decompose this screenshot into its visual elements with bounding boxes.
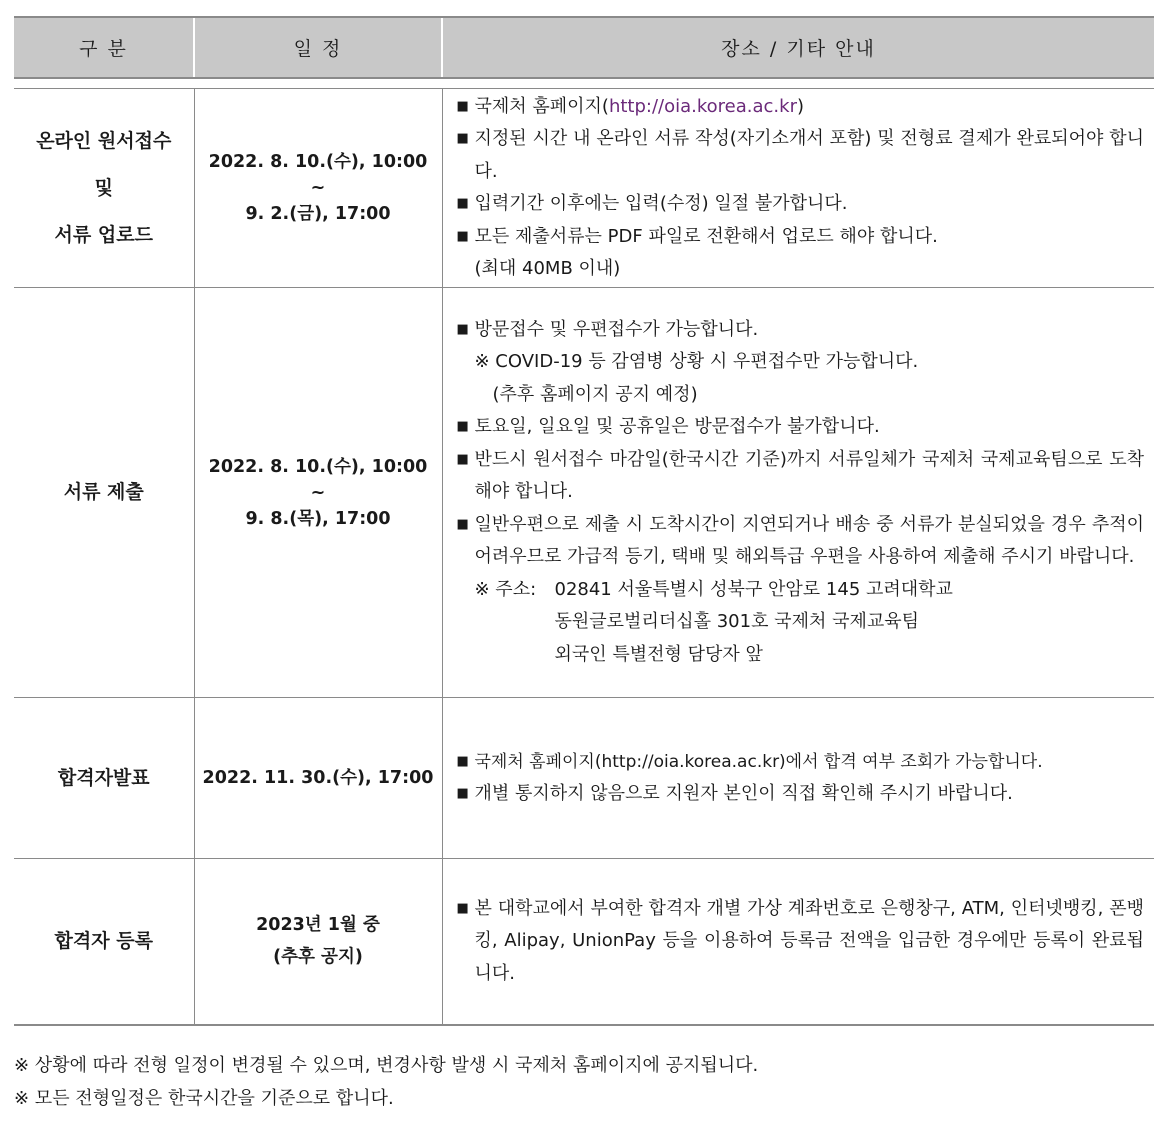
table-row (14, 698, 1154, 859)
table-header (14, 17, 1154, 78)
bullet-square-icon: ■ (456, 451, 469, 467)
address-line: 외국인 특별전형 담당자 앞 (554, 643, 763, 665)
row-info (442, 89, 1154, 288)
info-text: 국제처 홈페이지( (474, 95, 609, 117)
date-line: 9. 8.(목), 17:00 (245, 508, 391, 529)
table-row (14, 89, 1154, 288)
list-item (457, 778, 1145, 811)
date-line: ~ (310, 178, 326, 198)
row-category (14, 698, 194, 859)
address-line: 02841 서울특별시 성북구 안암로 145 고려대학교 (554, 578, 953, 600)
row-category (14, 859, 194, 1025)
category-line: 온라인 원서접수 (36, 129, 172, 152)
info-note: (추후 홈페이지 공지 예정) (492, 383, 698, 405)
info-text: 토요일, 일요일 및 공휴일은 방문접수가 불가합니다. (474, 416, 880, 438)
info-text: 본 대학교에서 부여한 합격자 개별 가상 계좌번호로 은행창구, ATM, 인터넷뱅킹, 폰뱅킹, Alipay, UnionPay 등을 이용하여 등록금 전액을 입금한 경우에만 등록이 완료됩니다. (474, 897, 1144, 984)
row-info (442, 859, 1154, 1025)
date-line: 9. 2.(금), 17:00 (245, 204, 391, 224)
info-text: 지정된 시간 내 온라인 서류 작성(자기소개서 포함) 및 전형료 결제가 완료되어야 합니다. (474, 128, 1144, 182)
info-note: ※ COVID-19 등 감염병 상황 시 우편접수만 가능합니다. (474, 351, 919, 373)
list-item (457, 91, 1145, 124)
category-line: 합격자 등록 (54, 929, 153, 952)
bullet-square-icon: ■ (456, 98, 469, 114)
bullet-square-icon: ■ (456, 900, 469, 916)
category-line: 서류 제출 (63, 481, 144, 503)
row-info (442, 698, 1154, 859)
bullet-square-icon: ■ (456, 228, 469, 244)
bullet-square-icon: ■ (456, 196, 469, 211)
address-label: ※ 주소: (474, 578, 537, 600)
row-date (194, 698, 442, 859)
homepage-link[interactable]: http://oia.korea.ac.kr (608, 95, 797, 117)
list-item (457, 123, 1145, 188)
row-category (14, 89, 194, 288)
list-item (457, 746, 1145, 779)
footnote: ※ 모든 전형일정은 한국시간을 기준으로 합니다. (14, 1088, 394, 1109)
date-line: 2022. 11. 30.(수), 17:00 (202, 768, 434, 788)
schedule-table (14, 16, 1154, 1026)
date-line: ~ (310, 482, 326, 503)
row-category (14, 288, 194, 698)
table-row (14, 288, 1154, 698)
info-text: 반드시 원서접수 마감일(한국시간 기준)까지 서류일체가 국제처 국제교육팀으로 도착해야 합니다. (474, 448, 1144, 503)
address-line: 동원글로벌리더십홀 301호 국제처 국제교육팀 (554, 611, 920, 633)
info-text: 입력기간 이후에는 입력(수정) 일절 불가합니다. (474, 193, 848, 214)
row-date (194, 288, 442, 698)
category-line: 합격자발표 (57, 766, 150, 789)
list-item (457, 509, 1145, 574)
category-line: 서류 업로드 (54, 223, 153, 246)
list-item (457, 314, 1145, 347)
date-line: 2022. 8. 10.(수), 10:00 (208, 456, 428, 477)
address-block (457, 574, 1145, 672)
date-line: 2022. 8. 10.(수), 10:00 (208, 152, 428, 172)
footnote: ※ 상황에 따라 전형 일정이 변경될 수 있으며, 변경사항 발생 시 국제처 홈페이지에 공지됩니다. (14, 1055, 759, 1076)
bullet-square-icon: ■ (456, 753, 469, 769)
bullet-square-icon: ■ (456, 131, 469, 146)
row-info (442, 288, 1154, 698)
info-text: 방문접수 및 우편접수가 가능합니다. (474, 318, 759, 340)
info-text: 개별 통지하지 않음으로 지원자 본인이 직접 확인해 주시기 바랍니다. (474, 783, 1013, 804)
info-text: 일반우편으로 제출 시 도착시간이 지연되거나 배송 중 서류가 분실되었을 경우 추적이 어려우므로 가급적 등기, 택배 및 해외특급 우편을 사용하여 제출해 주시기 바랍니다. (474, 513, 1144, 568)
bullet-square-icon: ■ (456, 419, 469, 435)
bullet-square-icon: ■ (456, 786, 469, 801)
header-location-info: 장소 / 기타 안내 (442, 17, 1154, 78)
row-date (194, 89, 442, 288)
date-line: 2023년 1월 중 (256, 915, 380, 936)
list-item (457, 188, 1145, 221)
header-category: 구 분 (14, 17, 194, 78)
table-row (14, 859, 1154, 1025)
bullet-square-icon: ■ (456, 516, 469, 532)
header-schedule: 일 정 (194, 17, 442, 78)
list-item (457, 221, 1145, 254)
info-text: 모든 제출서류는 PDF 파일로 전환해서 업로드 해야 합니다. (474, 225, 938, 247)
info-text: ) (796, 95, 805, 117)
date-line: (추후 공지) (273, 947, 363, 968)
list-item (457, 893, 1145, 991)
list-item (457, 411, 1145, 444)
info-note: (최대 40MB 이내) (474, 258, 621, 279)
list-item (457, 444, 1145, 509)
info-text: 국제처 홈페이지(http://oia.korea.ac.kr)에서 합격 여부 조회가 가능합니다. (474, 751, 1043, 772)
category-line: 및 (94, 176, 113, 199)
row-date (194, 859, 442, 1025)
bullet-square-icon: ■ (456, 321, 469, 337)
